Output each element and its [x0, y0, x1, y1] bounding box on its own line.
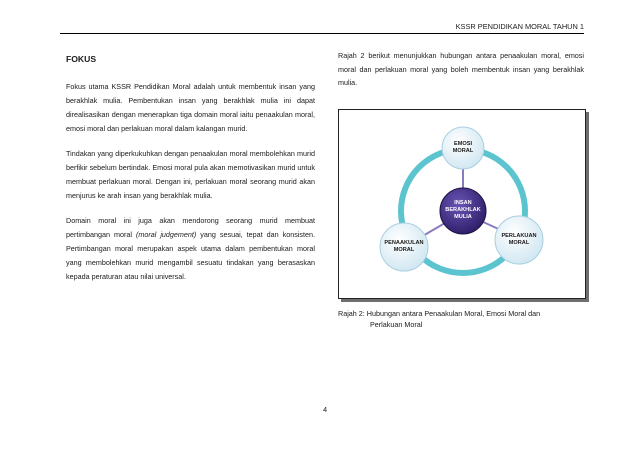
fokus-heading: FOKUS: [66, 54, 97, 64]
label-penaakulan-moral: PENAAKULAN MORAL: [384, 240, 424, 253]
left-column: [66, 54, 315, 295]
page-number: 4: [322, 405, 328, 414]
paragraph-3-text-a: Domain moral ini juga akan mendorong seorang murid membuat pertimbangan moral: [66, 216, 315, 239]
label-insan-berakhlak-mulia: INSAN BERAKHLAK MULIA: [445, 200, 481, 220]
label-emosi-moral: EMOSI MORAL: [452, 141, 474, 154]
fokus-paragraph-3: [66, 214, 315, 284]
page-header: [60, 21, 584, 34]
caption-line-1: Rajah 2: Hubungan antara Penaakulan Moral, Emosi Moral dan: [338, 309, 541, 318]
rajah-2-caption: [338, 309, 584, 330]
label-perlakuan-moral: PERLAKUAN MORAL: [501, 233, 537, 246]
rajah-intro-text: Rajah 2 berikut menunjukkan hubungan antara penaakulan moral, emosi moral dan perlakuan moral yang boleh membentuk insan yang berakhlak mulia.: [338, 51, 584, 87]
moral-judgement-term: (moral judgement): [135, 230, 197, 239]
rajah-2-diagram: [338, 109, 586, 299]
paragraph-3-text-b: yang sesuai, tepat dan konsisten. Pertimbangan moral merupakan aspek utama dalam pembentukan moral yang membolehkan murid mengambil sesuatu tindakan yang berasaskan kepada peraturan atau nilai universal.: [66, 230, 316, 281]
header-title: KSSR PENDIDIKAN MORAL TAHUN 1: [455, 22, 584, 31]
fokus-paragraph-1: Fokus utama KSSR Pendidikan Moral adalah untuk membentuk insan yang berakhlak mulia. Pembentukan insan yang berakhlak mulia ini dapat direalisasikan dengan menerapkan tiga domain moral iaitu penaakulan moral, emosi moral dan perlakuan moral dalam kalangan murid.: [66, 82, 315, 133]
caption-line-2: Perlakuan Moral: [370, 319, 423, 329]
right-column: [338, 49, 584, 90]
fokus-paragraph-2: Tindakan yang diperkukuhkan dengan penaakulan moral membolehkan murid berfikir sebelum bertindak. Emosi moral pula akan memotivasikan murid untuk membuat perlakuan moral. Dengan ini, perlakuan moral seorang murid akan menjurus ke arah insan yang berakhlak mulia.: [66, 149, 315, 200]
